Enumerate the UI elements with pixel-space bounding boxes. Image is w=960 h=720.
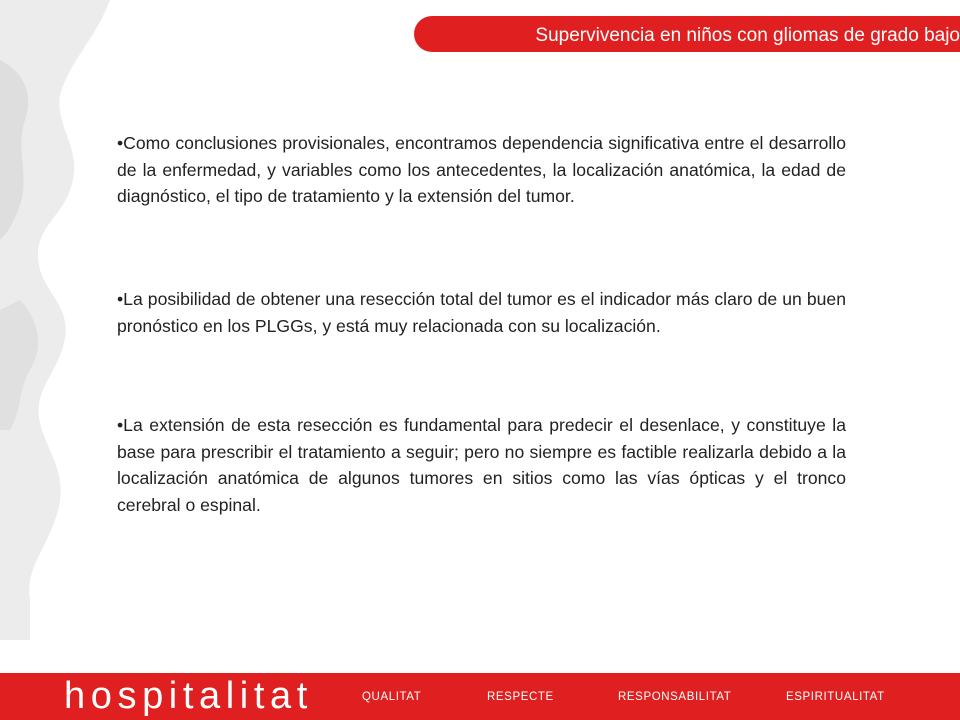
bullet-paragraph-resection: •La posibilidad de obtener una resección total del tumor es el indicador más claro de un buen pronóstico en los PLGGs, y está muy relacionada con su localización.: [117, 289, 846, 336]
title-bar: [414, 16, 960, 52]
footer-value-espiritualitat: ESPIRITUALITAT: [786, 691, 885, 703]
footer-value-qualitat: QUALITAT: [362, 691, 422, 703]
page-title: Supervivencia en niños con gliomas de grado bajo: [535, 25, 960, 46]
hospitalitat-logo: hospitalitat: [64, 675, 313, 717]
footer-band: [0, 673, 960, 720]
bullet-paragraph-conclusions: •Como conclusiones provisionales, encontramos dependencia significativa entre el desarrollo de la enfermedad, y variables como los antecedentes, la localización anatómica, la edad de diagnóstico, el tipo de tratamiento y la extensión del tumor.: [117, 133, 846, 206]
bullet-paragraph-extension: •La extensión de esta resección es fundamental para predecir el desenlace, y constituye la base para prescribir el tratamiento a seguir; pero no siempre es factible realizarla debido a la localización anatómica de algunos tumores en sitios como las vías ópticas y el tronco cerebral o espinal.: [117, 415, 846, 515]
footer-value-responsabilitat: RESPONSABILITAT: [618, 691, 732, 703]
footer-value-respecte: RESPECTE: [487, 691, 554, 703]
